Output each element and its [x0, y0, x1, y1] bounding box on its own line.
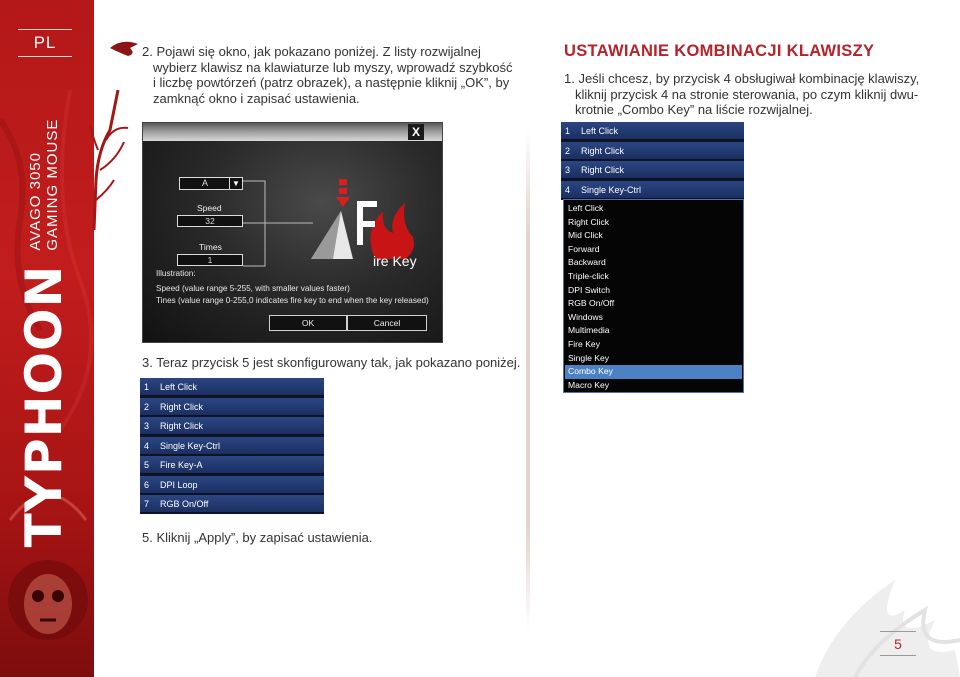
menu-item-rgb-on-off[interactable]: RGB On/Off	[568, 298, 615, 309]
branch-decoration-icon	[88, 30, 148, 230]
right-list-row-3[interactable]	[561, 161, 744, 179]
menu-item-dpi-switch[interactable]: DPI Switch	[568, 284, 611, 295]
brand-name: TYPHOON	[15, 264, 73, 548]
menu-item-single-key[interactable]: Single Key	[568, 352, 610, 363]
row-number: 2	[565, 145, 571, 156]
speed-label: Speed	[197, 203, 222, 213]
model-line-2: GAMING MOUSE	[44, 118, 61, 251]
row-number: 3	[144, 421, 150, 431]
left-list-row-4[interactable]	[140, 437, 324, 455]
row-label: DPI Loop	[160, 479, 198, 490]
step-1-line-1: 1. Jeśli chcesz, by przycisk 4 obsługiwał kombinację klawiszy,	[564, 71, 920, 86]
speed-input[interactable]: 32	[177, 215, 243, 227]
row-label: Right Click	[160, 401, 204, 412]
menu-item-macro-key[interactable]: Macro Key	[568, 379, 610, 390]
menu-item-right-click[interactable]: Right Click	[568, 216, 610, 227]
right-list-row-2[interactable]	[561, 142, 744, 160]
menu-item-fire-key[interactable]: Fire Key	[568, 339, 600, 349]
wing-decoration-icon	[795, 540, 960, 677]
row-label: Single Key-Ctrl	[160, 440, 221, 451]
step-1-line-2: kliknij przycisk 4 na stronie sterowania, po czym kliknij dwu-	[575, 86, 919, 102]
sidebar-band	[0, 0, 94, 677]
left-list-row-7[interactable]	[140, 495, 324, 513]
step-2-line-3: i liczbę powtórzeń (patrz obrazek), a następnie kliknij „OK”, by	[153, 75, 510, 90]
fire-key-logo-text: ire Key	[373, 253, 417, 269]
step-5-text: 5. Kliknij „Apply”, by zapisać ustawienia.	[142, 530, 373, 545]
speed-info-text: Speed (value range 5-255, with smaller values faster)	[156, 284, 350, 293]
column-divider	[526, 130, 530, 630]
menu-item-left-click[interactable]: Left Click	[568, 203, 604, 213]
row-number: 4	[565, 184, 571, 195]
menu-item-mid-click[interactable]: Mid Click	[568, 230, 603, 241]
row-label: Right Click	[160, 421, 204, 431]
left-list-row-5[interactable]	[140, 456, 324, 474]
step-1-text	[564, 71, 919, 118]
page-rule-top	[880, 631, 916, 632]
menu-item-multimedia[interactable]: Multimedia	[568, 325, 610, 336]
row-number: 1	[565, 126, 571, 136]
page-rule-bottom	[880, 655, 916, 656]
ok-button[interactable]: OK	[269, 315, 347, 331]
cancel-button[interactable]: Cancel	[347, 315, 427, 331]
row-number: 5	[144, 460, 150, 470]
menu-item-backward[interactable]: Backward	[568, 257, 606, 268]
left-list-row-6[interactable]	[140, 476, 324, 494]
menu-item-triple-click[interactable]: Triple-click	[568, 271, 609, 281]
button-assignment-list-right	[561, 122, 744, 200]
left-list-row-3[interactable]	[140, 417, 324, 435]
row-number: 3	[565, 165, 571, 175]
menu-item-combo-key[interactable]: Combo Key	[565, 365, 742, 379]
fire-key-dialog	[142, 122, 443, 343]
step-2-line-1: 2. Pojawi się okno, jak pokazano poniżej. Z listy rozwijalnej	[142, 44, 481, 59]
row-label: Right Click	[581, 145, 625, 156]
step-1-line-3: krotnie „Combo Key” na liście rozwijalnej.	[575, 102, 813, 117]
row-label: Right Click	[581, 165, 625, 175]
button-assignment-list	[140, 378, 324, 514]
section-heading: USTAWIANIE KOMBINACJI KLAWISZY	[564, 42, 875, 60]
row-label: Fire Key-A	[160, 460, 203, 470]
menu-item-forward[interactable]: Forward	[568, 243, 600, 254]
page-number: 5	[894, 636, 902, 652]
row-number: 7	[144, 499, 150, 509]
row-label: Left Click	[160, 382, 198, 392]
lang-rule-top	[18, 29, 72, 30]
row-label: Single Key-Ctrl	[581, 184, 642, 195]
right-list-row-4[interactable]	[561, 181, 744, 199]
times-input[interactable]: 1	[177, 254, 243, 266]
dialog-titlebar	[143, 123, 442, 141]
left-list-row-1[interactable]	[140, 378, 324, 396]
row-number: 6	[144, 479, 150, 490]
row-number: 2	[144, 401, 150, 412]
dialog-body	[143, 141, 442, 343]
model-line-1: AVAGO 3050	[27, 152, 44, 251]
row-label: Left Click	[581, 126, 619, 136]
key-select[interactable]: A	[179, 177, 243, 190]
brand-vertical	[15, 119, 73, 548]
right-list-row-1[interactable]	[561, 122, 744, 140]
row-label: RGB On/Off	[160, 499, 209, 509]
row-number: 4	[144, 440, 150, 451]
illustration-label: Illustration:	[156, 269, 196, 278]
left-list-row-2[interactable]	[140, 398, 324, 416]
step-2-text	[142, 44, 513, 106]
menu-item-windows[interactable]: Windows	[568, 311, 603, 322]
chevron-down-icon[interactable]: ▼	[229, 177, 243, 190]
step-2-line-4: zamknąć okno i zapisać ustawienia.	[153, 90, 360, 106]
dialog-connector-lines	[143, 141, 443, 343]
function-dropdown-menu	[563, 199, 744, 393]
row-number: 1	[144, 382, 150, 392]
close-icon[interactable]: X	[408, 124, 424, 140]
brand-model	[27, 119, 61, 251]
lang-rule-bottom	[18, 56, 72, 57]
step-2-line-2: wybierz klawisz na klawiaturze lub myszy, wprowadź szybkość	[153, 59, 513, 75]
times-info-text: Tines (value range 0-255,0 indicates fire key to end when the key released)	[156, 296, 429, 305]
step-3-text: 3. Teraz przycisk 5 jest skonfigurowany tak, jak pokazano poniżej.	[142, 355, 521, 370]
language-label: PL	[33, 33, 57, 52]
times-label: Times	[199, 242, 222, 252]
